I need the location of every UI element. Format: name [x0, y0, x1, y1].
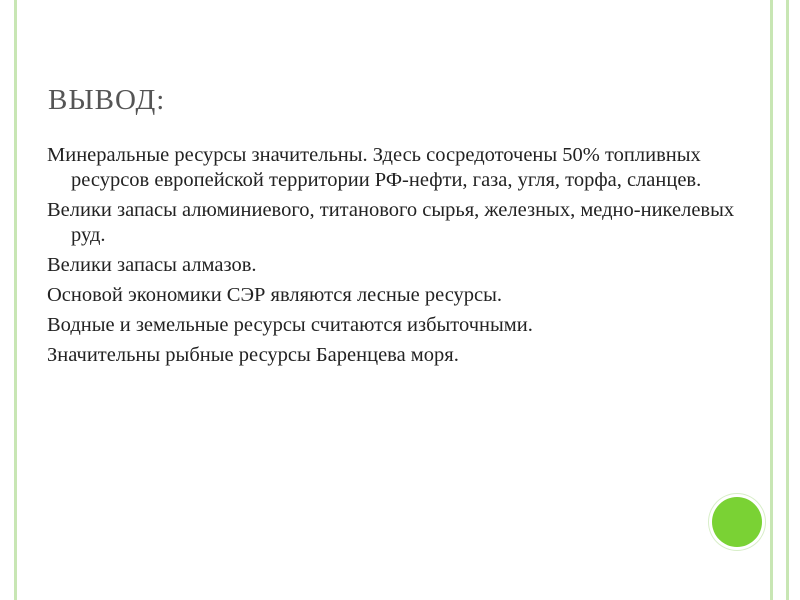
paragraph-water-land-resources: Водные и земельные ресурсы считаются избыточными. [47, 314, 533, 336]
paragraph-fish-resources: Значительны рыбные ресурсы Баренцева моря. [47, 344, 459, 366]
right-frame-line-outer [786, 0, 789, 600]
paragraph-forest-resources: Основой экономики СЭР являются лесные ресурсы. [47, 284, 503, 306]
slide-body [47, 143, 747, 373]
paragraph-diamond-reserves: Велики запасы алмазов. [47, 254, 257, 276]
left-frame-line [14, 0, 17, 600]
slide-title: ВЫВОД: [48, 84, 166, 116]
decorative-green-circle [712, 497, 762, 547]
paragraph-mineral-resources: Минеральные ресурсы значительны. Здесь сосредоточены 50% топливных ресурсов европейской территории РФ-нефти, газа, угля, торфа, сланцев. [47, 144, 702, 191]
right-frame-line-inner [770, 0, 773, 600]
paragraph-ore-reserves: Велики запасы алюминиевого, титанового сырья, железных, медно-никелевых руд. [47, 199, 735, 246]
